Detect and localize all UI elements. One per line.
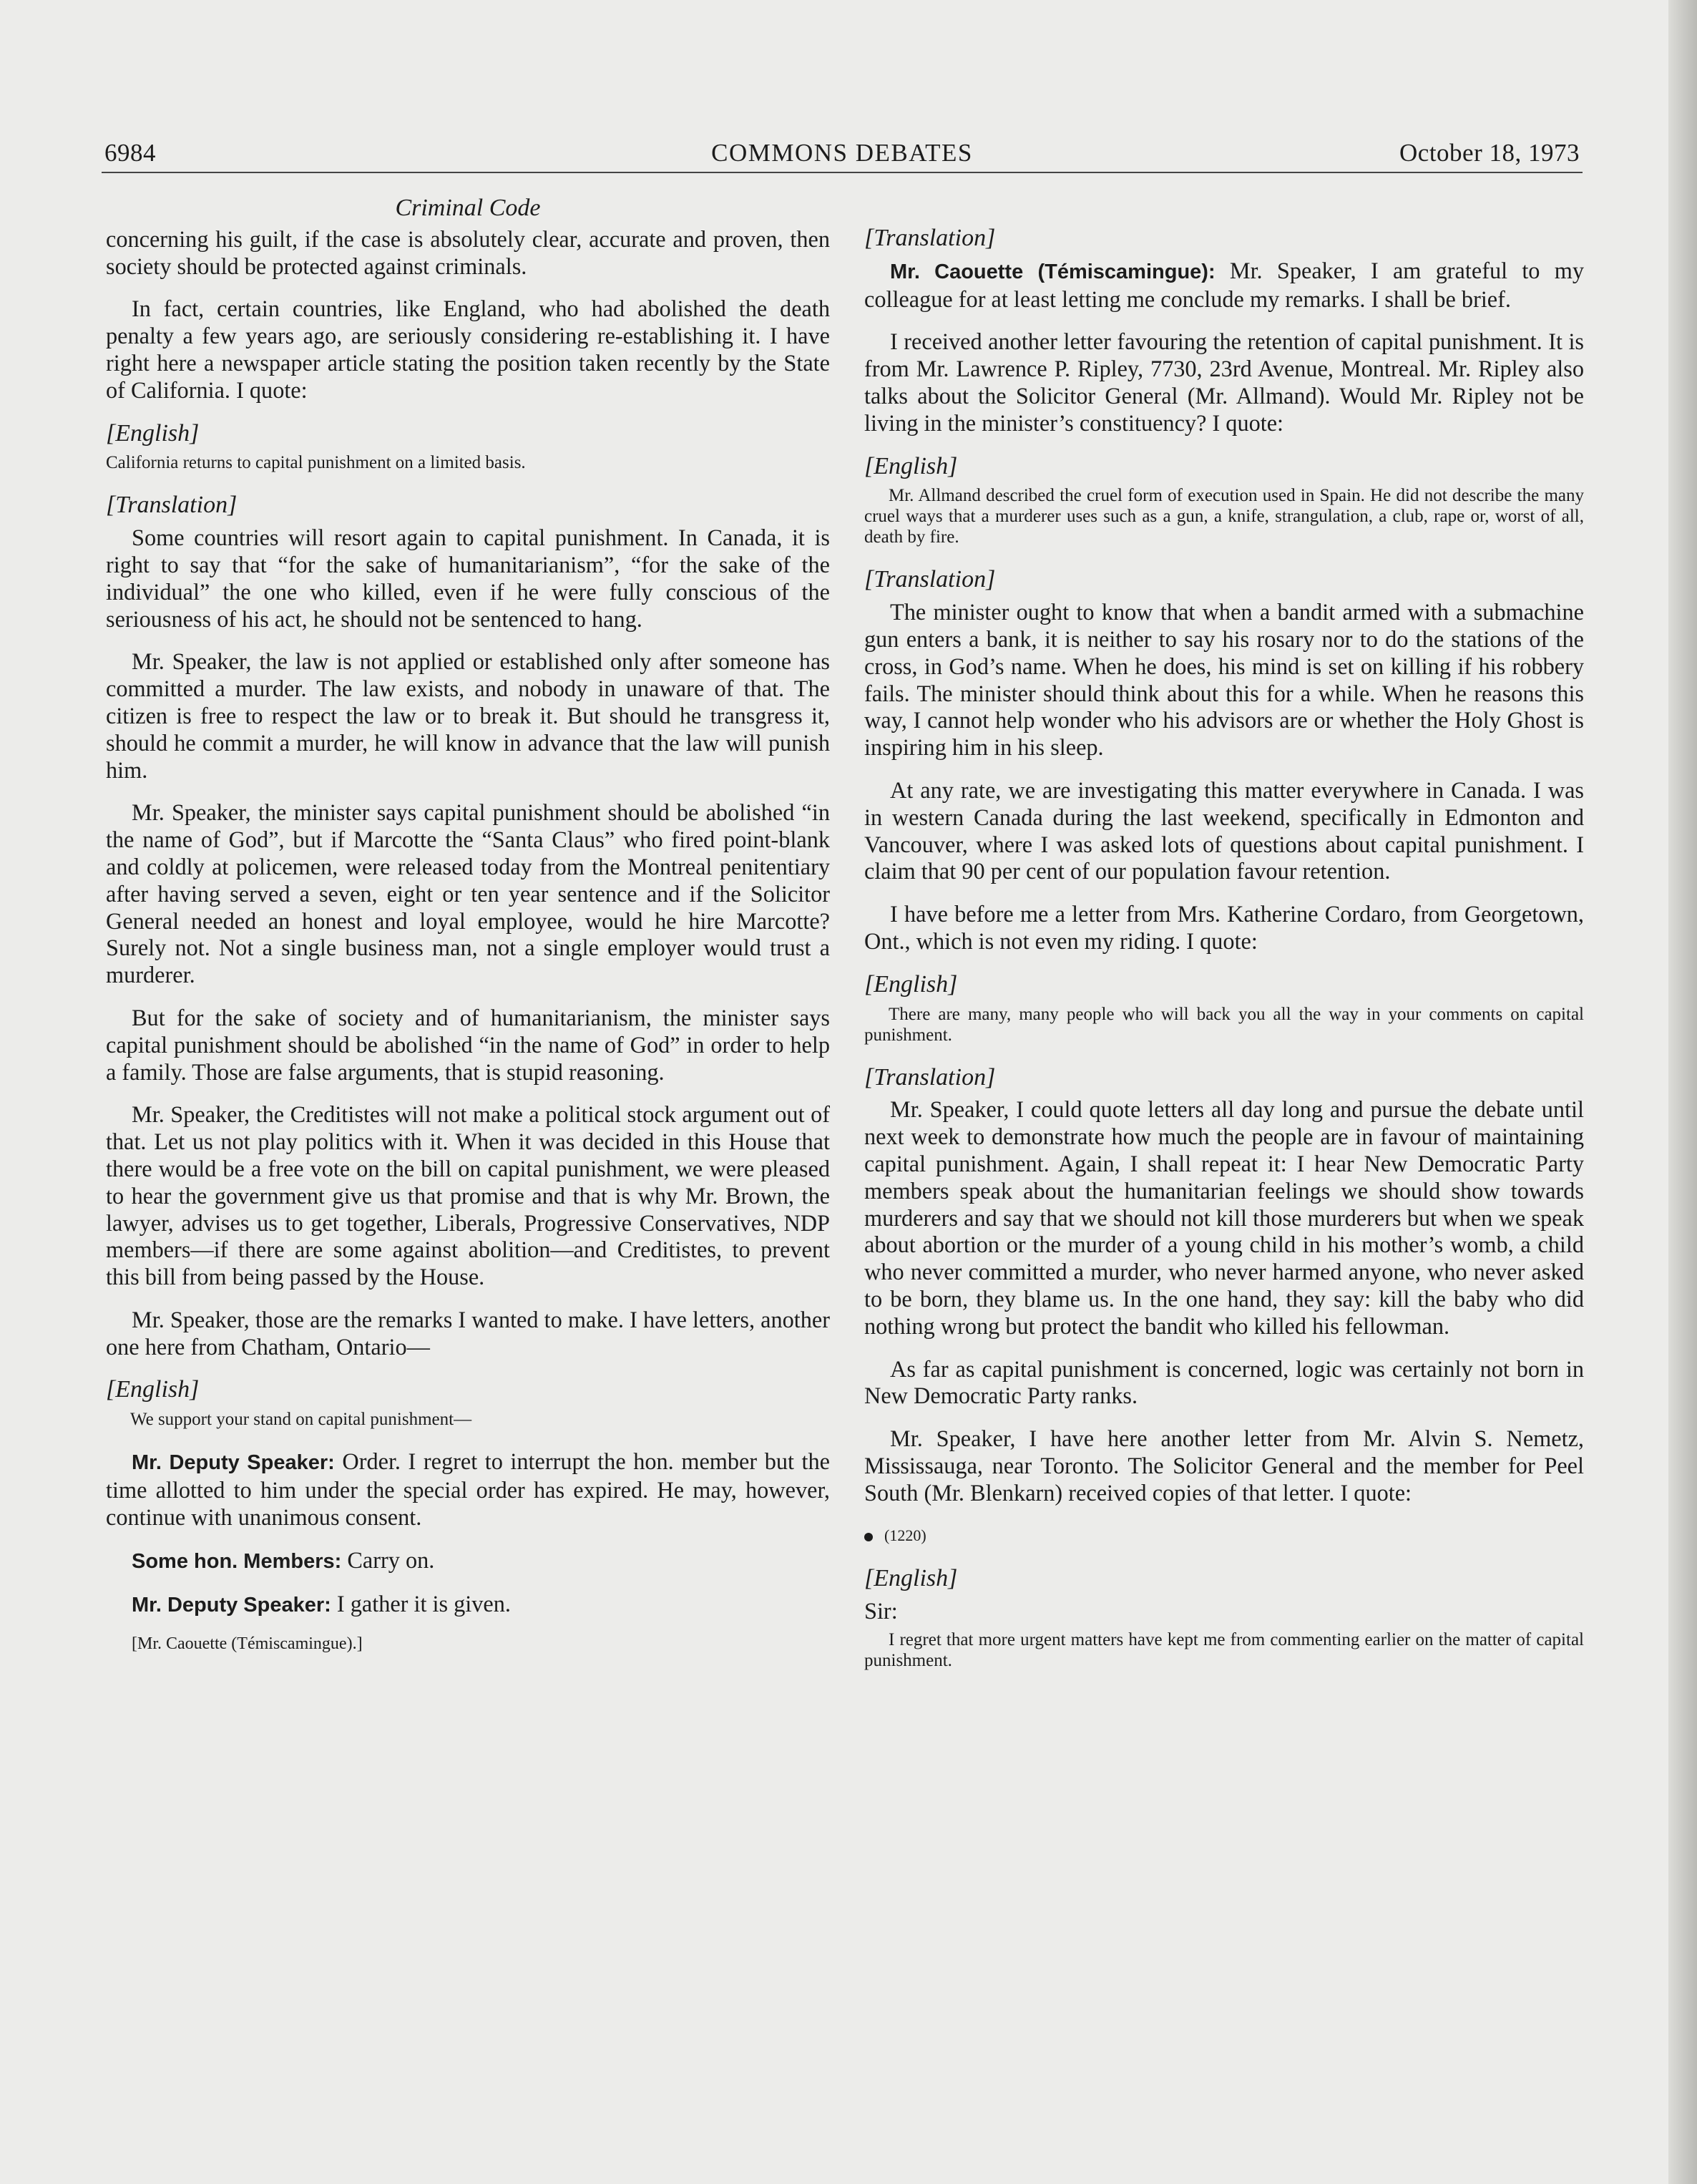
quotation: There are many, many people who will back you all the way in your comments on capital punishment. [864,1004,1584,1045]
speech-text: Carry on. [341,1546,435,1573]
page-header [102,135,1583,173]
time-marker-text: (1220) [884,1526,926,1545]
paragraph: concerning his guilt, if the case is absolutely clear, accurate and proven, then society should be protected against criminals. [106,225,830,279]
speech-deputy-speaker [106,1591,830,1619]
language-label: [English] [106,419,200,447]
speaker-name: Mr. Deputy Speaker: [132,1594,331,1617]
page-date: October 18, 1973 [1399,139,1580,167]
speaker-name: Mr. Caouette (Témiscamingue): [890,260,1216,283]
speech-text: Mr. Speaker, I am grateful to my colleague for at least letting me conclude my remarks. I shall be brief. [864,257,1584,312]
language-label: [English] [864,970,958,998]
speech-deputy-speaker [106,1448,830,1531]
time-marker [864,1522,1584,1549]
paragraph: Mr. Speaker, the law is not applied or established only after someone has committed a murder. The law exists, and nobody in unaware of that. The citizen is free to respect the law or to break it. But should he transgress it, should he commit a murder, he will know in advance that the law will punish him. [106,648,830,783]
paragraph: The minister ought to know that when a bandit armed with a submachine gun enters a bank, it is neither to say his rosary nor to do the stations of the cross, in God’s name. When he does, his mind is set on killing if his robbery fails. The minister should think about this for a while. When he reasons this way, I cannot help wonder who his advisors are or whether the Holy Ghost is inspiring him in his sleep. [864,599,1584,761]
quotation: I regret that more urgent matters have kept me from commenting earlier on the matter of capital punishment. [864,1629,1584,1670]
quotation: California returns to capital punishment on a limited basis. [106,453,526,473]
paragraph: In fact, certain countries, like England, who had abolished the death penalty a few years ago, are seriously considering re-establishing it. I have right here a newspaper article stating the position taken recently by the State of California. I quote: [106,296,830,403]
language-label: [Translation] [106,492,238,519]
paragraph: Mr. Speaker, I could quote letters all day long and pursue the debate until next week to demonstrate how much the people are in favour of maintaining capital punishment. Again, I shall repeat it: I hear New Democratic Party members speak about the humanitarian feelings we should show towards murderers and say that we should not kill those murderers but when we speak about abortion or the murder of a young child in his mother’s womb, a child who never committed a murder, who never harmed anyone, who never asked to be born, they blame us. In the one hand, they say: kill the baby who did nothing wrong but protect the bandit who killed his fellowman. [864,1096,1584,1339]
language-label: [English] [864,452,958,479]
paragraph: But for the sake of society and of humanitarianism, the minister says capital punishment should be abolished “in the name of God” in order to help a family. Those are false arguments, that is stupid reasoning. [106,1004,830,1085]
left-column [106,195,830,1658]
paragraph: Some countries will resort again to capital punishment. In Canada, it is right to say that “for the sake of humanitarianism”, “for the sake of the individual” the one who killed, even if he were fully conscious of the seriousness of his act, he should not be sentenced to hang. [106,525,830,632]
speech-members [106,1547,830,1576]
paragraph: As far as capital punishment is concerned, logic was certainly not born in New Democratic Party ranks. [864,1355,1584,1409]
publication-title: COMMONS DEBATES [711,139,973,167]
page-edge-shadow [1668,0,1697,2184]
quotation: Mr. Allmand described the cruel form of execution used in Spain. He did not describe the many cruel ways that a murderer uses such as a gun, a knife, strangulation, a club, rape or, worst of all, death by fire. [864,486,1584,547]
paragraph: I received another letter favouring the retention of capital punishment. It is from Mr. Lawrence P. Ripley, 7730, 23rd Avenue, Montreal. Mr. Ripley also talks about the Solicitor General (Mr. Allmand). Would Mr. Ripley not be living in the minister’s constituency? I quote: [864,328,1584,436]
right-column [864,225,1584,1690]
language-label: [Translation] [864,225,996,251]
paragraph: Mr. Speaker, those are the remarks I wanted to make. I have letters, another one here from Chatham, Ontario— [106,1306,830,1360]
speaker-name: Mr. Deputy Speaker: [132,1451,335,1475]
paragraph: Mr. Speaker, the Creditistes will not make a political stock argument out of that. Let us not play politics with it. When it was decided in this House that there would be a free vote on the bill on capital punishment, we were pleased to hear the government give us that promise and that is why Mr. Brown, the lawyer, advises us to get together, Liberals, Progressive Conservatives, NDP members—if there are some against abolition—and Creditistes, to prevent this bill from being passed by the House. [106,1101,830,1290]
speaker-name: Some hon. Members: [132,1549,342,1573]
bullet-dot-icon [864,1533,873,1541]
paragraph: At any rate, we are investigating this matter everywhere in Canada. I was in western Canada during the last weekend, specifically in Edmonton and Vancouver, where I was asked lots of questions about capital punishment. I claim that 90 per cent of our population favour retention. [864,776,1584,884]
letter-salutation: Sir: [864,1598,898,1624]
speaker-attribution: [Mr. Caouette (Témiscamingue).] [132,1634,363,1654]
paragraph: Mr. Speaker, the minister says capital punishment should be abolished “in the name of God”, but if Marcotte the “Santa Claus” who fired point-blank and coldly at policemen, were released today from the Montreal penitentiary after having served a seven, eight or ten year sentence and if the Solicitor General needed an honest and loyal employee, would he hire Marcotte? Surely not. Not a single business man, not a single employer would trust a murderer. [106,799,830,988]
quotation: We support your stand on capital punishment— [130,1410,472,1430]
language-label: [Translation] [864,1063,996,1091]
paragraph: I have before me a letter from Mrs. Katherine Cordaro, from Georgetown, Ont., which is not even my riding. I quote: [864,901,1584,954]
speech-caouette [864,258,1584,313]
speech-text: Order. I regret to interrupt the hon. member but the time allotted to him under the special order has expired. He may, however, continue with unanimous consent. [106,1448,830,1530]
page-number: 6984 [104,139,156,167]
paragraph: Mr. Speaker, I have here another letter from Mr. Alvin S. Nemetz, Mississauga, near Toronto. The Solicitor General and the member for Peel South (Mr. Blenkarn) received copies of that letter. I quote: [864,1425,1584,1506]
language-label: [English] [106,1376,200,1403]
speech-text: I gather it is given. [331,1591,511,1617]
language-label: [Translation] [864,566,996,593]
section-title: Criminal Code [395,195,541,221]
language-label: [English] [864,1565,958,1592]
